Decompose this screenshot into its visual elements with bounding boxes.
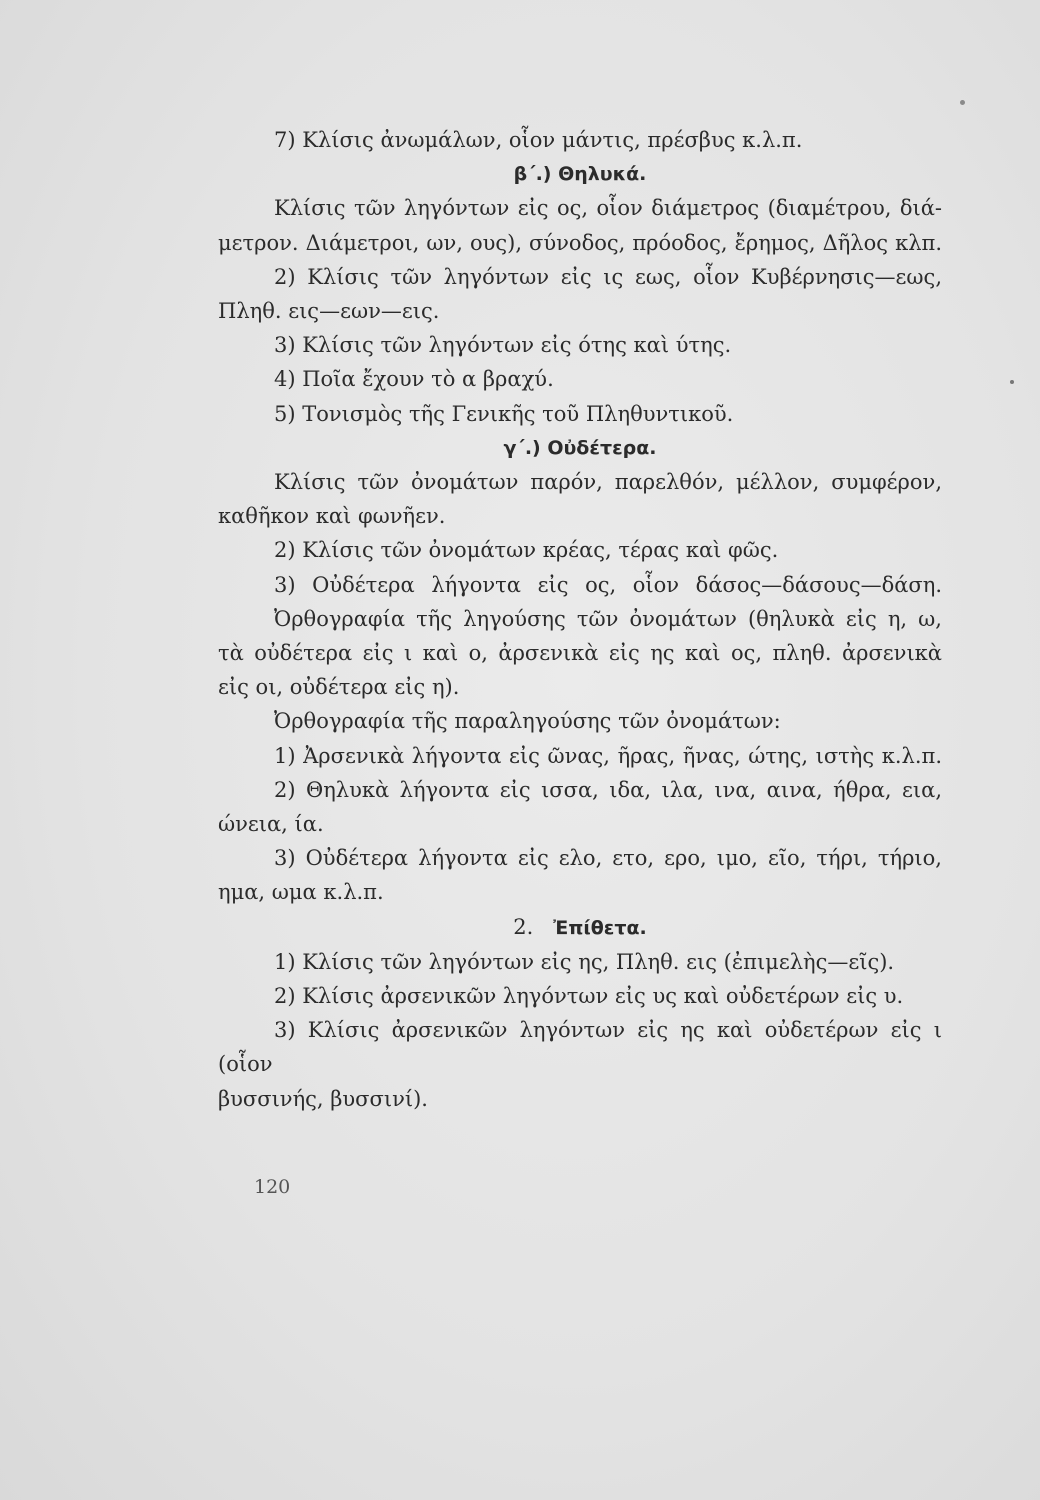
text-line: 3) Οὐδέτερα λήγοντα εἰς ος, οἷον δάσος—δάσους—δάση.: [274, 572, 942, 597]
text-line: 5) Τονισμὸς τῆς Γενικῆς τοῦ Πληθυντικοῦ.: [274, 401, 734, 426]
page-number: 120: [254, 1176, 291, 1198]
text-line: 7) Κλίσις ἀνωμάλων, οἷον μάντις, πρέσβυς κ.λ.π.: [274, 128, 803, 152]
section-number: 2.: [513, 914, 534, 939]
text-line: Ὀρθογραφία τῆς παραληγούσης τῶν ὀνομάτων:: [274, 709, 781, 734]
paper-speck: [1010, 380, 1014, 384]
section-title: Ἐπίθετα.: [553, 916, 647, 939]
section-heading-adjectives: [218, 910, 942, 945]
text-line: 2) Κλίσις τῶν ὀνομάτων κρέας, τέρας καὶ φῶς.: [274, 538, 779, 563]
section-heading-neuter: γ΄.) Οὐδέτερα.: [503, 436, 657, 459]
text-line: Πληθ. εις—εων—εις.: [218, 299, 440, 324]
section-heading-feminine: β΄.) Θηλυκά.: [513, 163, 647, 186]
paper-speck: [960, 100, 965, 105]
text-line: βυσσινής, βυσσινί).: [218, 1086, 428, 1111]
text-line: 1) Κλίσις τῶν ληγόντων εἰς ης, Πληθ. εις (ἐπιμελὴς—εῖς).: [274, 949, 895, 974]
text-line: 2) Θηλυκὰ λήγοντα εἰς ισσα, ιδα, ιλα, ινα, αινα, ήθρα, εια,: [274, 777, 942, 802]
text-line: Κλίσις τῶν ὀνομάτων παρόν, παρελθόν, μέλλον, συμφέρον,: [274, 470, 942, 495]
text-line: εἰς οι, οὐδέτερα εἰς η).: [218, 675, 460, 700]
text-line: καθῆκον καὶ φωνῆεν.: [218, 504, 446, 529]
text-line: 4) Ποῖα ἔχουν τὸ α βραχύ.: [274, 367, 554, 392]
text-line: 3) Κλίσις τῶν ληγόντων εἰς ότης καὶ ύτης.: [274, 333, 732, 358]
text-line: 2) Κλίσις ἀρσενικῶν ληγόντων εἰς υς καὶ οὐδετέρων εἰς υ.: [274, 984, 904, 1009]
text-line: 3) Κλίσις ἀρσενικῶν ληγόντων εἰς ης καὶ οὐδετέρων εἰς ι (οἷον: [218, 1018, 942, 1077]
text-line: 3) Οὐδέτερα λήγοντα εἰς ελο, ετο, ερο, ιμο, εῖο, τήρι, τήριο,: [274, 846, 942, 871]
text-line: τὰ οὐδέτερα εἰς ι καὶ ο, ἀρσενικὰ εἰς ης καὶ ος, πληθ. ἀρσενικὰ: [218, 641, 942, 666]
text-line: Κλίσις τῶν ληγόντων εἰς ος, οἷον διάμετρος (διαμέτρου, διά-: [274, 196, 942, 221]
text-line: μετρον. Διάμετροι, ων, ους), σύνοδος, πρόοδος, ἔρημος, Δῆλος κλπ.: [218, 230, 942, 255]
text-line: ώνεια, ία.: [218, 812, 324, 837]
text-line: ημα, ωμα κ.λ.π.: [218, 880, 384, 905]
text-line: 2) Κλίσις τῶν ληγόντων εἰς ις εως, οἷον Κυβέρνησις—εως,: [274, 264, 942, 289]
text-line: 1) Ἀρσενικὰ λήγοντα εἰς ῶνας, ῆρας, ῆνας, ώτης, ιστὴς κ.λ.π.: [274, 743, 942, 768]
page-text: [218, 123, 942, 1116]
text-line: Ὀρθογραφία τῆς ληγούσης τῶν ὀνομάτων (θηλυκὰ εἰς η, ω,: [274, 606, 942, 631]
